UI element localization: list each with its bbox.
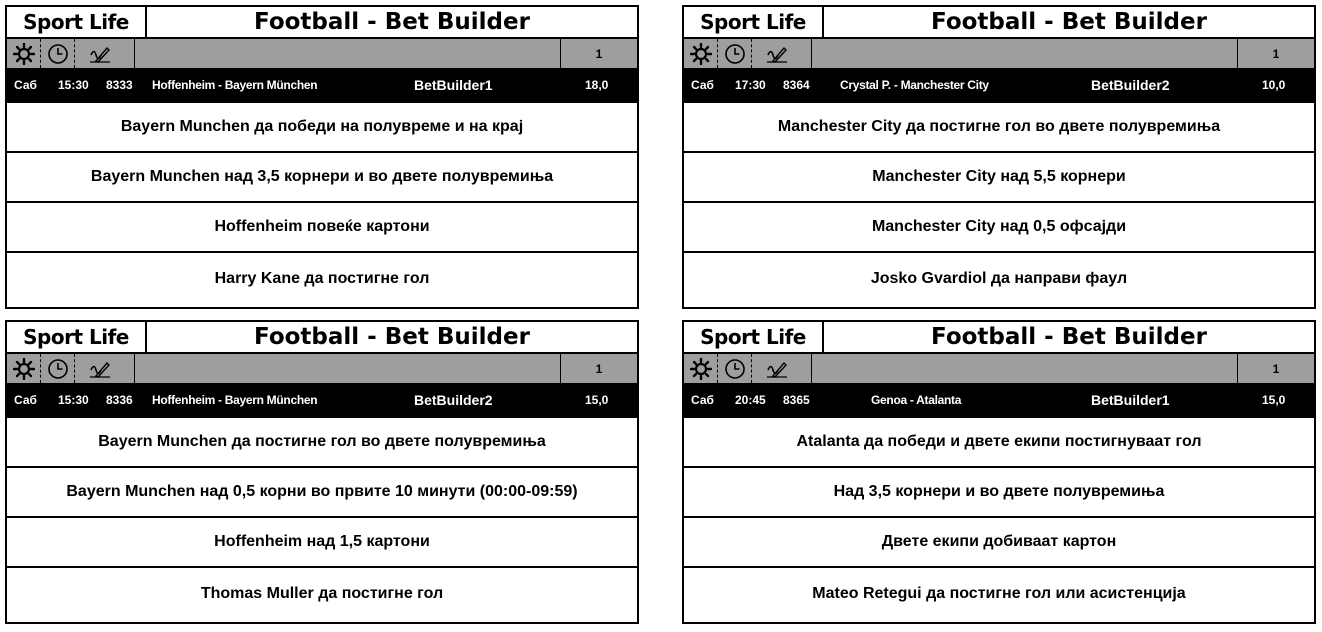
card-title: Football - Bet Builder: [254, 324, 530, 350]
event-match: Hoffenheim - Bayern München: [152, 393, 318, 407]
card-header: [7, 7, 637, 39]
sun-icon: [684, 39, 718, 68]
selection-row: Harry Kane да постигне гол: [214, 270, 430, 287]
selection-row: Bayern Munchen над 0,5 корни во првите 10 минути (00:00-09:59): [7, 468, 637, 518]
card-title: Football - Bet Builder: [254, 9, 530, 35]
signature-pen-icon: [75, 354, 135, 383]
event-time: 17:30: [735, 78, 766, 92]
selection-row: Manchester City над 5,5 корнери: [684, 153, 1314, 203]
event-match: Genoa - Atalanta: [871, 393, 962, 407]
signature-pen-icon: [752, 354, 812, 383]
brand-logo: Sport Life: [684, 322, 824, 352]
selection-row: Двете екипи добиваат картон: [684, 518, 1314, 568]
event-time: 20:45: [735, 393, 766, 407]
bet-builder-label: BetBuilder2: [1091, 77, 1170, 93]
event-match: Crystal P. - Manchester City: [840, 78, 989, 92]
icon-bar: [7, 39, 637, 69]
brand-logo: Sport Life: [7, 7, 147, 37]
selection-row: Atalanta да победи и двете екипи постигнуваат гол: [684, 418, 1314, 468]
clock-icon: [718, 39, 752, 68]
selection-row: Hoffenheim повеќе картони: [7, 203, 637, 253]
odds-header: 1: [1237, 354, 1314, 383]
event-time: 15:30: [58, 393, 89, 407]
event-bar: [7, 69, 637, 103]
event-code: 8333: [106, 78, 133, 92]
bet-builder-label: BetBuilder1: [414, 77, 493, 93]
odds-value: 15,0: [1262, 393, 1286, 407]
card-header: [684, 322, 1314, 354]
bet-card: [682, 5, 1316, 309]
event-day: Саб: [691, 393, 714, 407]
clock-icon: [718, 354, 752, 383]
card-header: [684, 7, 1314, 39]
icon-bar: [684, 39, 1314, 69]
bet-card: [5, 5, 639, 309]
bet-card: [5, 320, 639, 624]
bet-builder-label: BetBuilder1: [1091, 392, 1170, 408]
bet-card: [682, 320, 1316, 624]
clock-icon: [41, 354, 75, 383]
odds-header: 1: [560, 39, 637, 68]
odds-value: 18,0: [585, 78, 609, 92]
event-day: Саб: [14, 78, 37, 92]
event-bar: [7, 384, 637, 418]
icon-bar: [684, 354, 1314, 384]
brand-logo: Sport Life: [7, 322, 147, 352]
signature-pen-icon: [75, 39, 135, 68]
card-title: Football - Bet Builder: [931, 9, 1207, 35]
selection-row: Manchester City да постигне гол во двете полувремиња: [684, 103, 1314, 153]
selection-row: Bayern Munchen да постигне гол во двете полувремиња: [7, 418, 637, 468]
event-bar: [684, 384, 1314, 418]
signature-pen-icon: [752, 39, 812, 68]
selection-row: Над 3,5 корнери и во двете полувремиња: [684, 468, 1314, 518]
brand-logo: Sport Life: [684, 7, 824, 37]
selection-row: Josko Gvardiol да направи фаул: [870, 270, 1128, 287]
event-match: Hoffenheim - Bayern München: [152, 78, 318, 92]
sun-icon: [7, 39, 41, 68]
odds-value: 10,0: [1262, 78, 1286, 92]
event-code: 8336: [106, 393, 133, 407]
card-title: Football - Bet Builder: [931, 324, 1207, 350]
selection-row: Mateo Retegui да постигне гол или асистенција: [812, 585, 1186, 602]
sun-icon: [7, 354, 41, 383]
bet-builder-label: BetBuilder2: [414, 392, 493, 408]
odds-header: 1: [560, 354, 637, 383]
selection-row: Hoffenheim над 1,5 картони: [7, 518, 637, 568]
selection-row: Bayern Munchen да победи на полувреме и на крај: [7, 103, 637, 153]
selection-row: Manchester City над 0,5 офсајди: [684, 203, 1314, 253]
sun-icon: [684, 354, 718, 383]
odds-header: 1: [1237, 39, 1314, 68]
event-day: Саб: [691, 78, 714, 92]
event-code: 8365: [783, 393, 810, 407]
clock-icon: [41, 39, 75, 68]
event-bar: [684, 69, 1314, 103]
event-code: 8364: [783, 78, 810, 92]
event-day: Саб: [14, 393, 37, 407]
odds-value: 15,0: [585, 393, 609, 407]
event-time: 15:30: [58, 78, 89, 92]
selection-row: Bayern Munchen над 3,5 корнери и во двете полувремиња: [7, 153, 637, 203]
card-header: [7, 322, 637, 354]
selection-row: Thomas Muller да постигне гол: [200, 585, 444, 602]
icon-bar: [7, 354, 637, 384]
